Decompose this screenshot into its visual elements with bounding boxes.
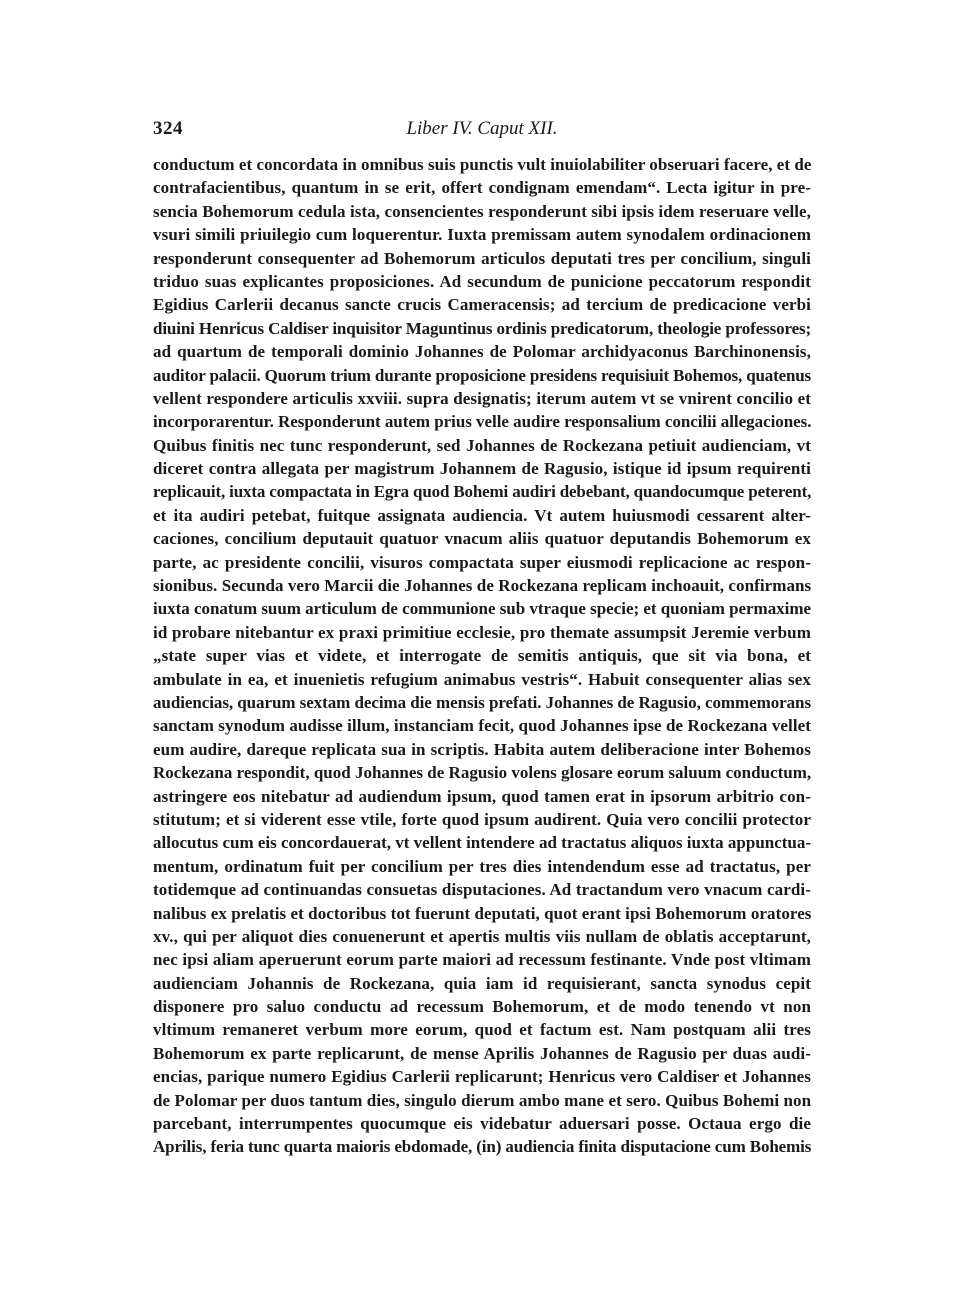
- text-line: audiencias, quarum sextam decima die mensis prefati. Johannes de Ragusio, commemorans: [153, 692, 811, 712]
- text-line: parcebant, interrumpentes quocumque eis videbatur aduersari posse. Octaua ergo die: [153, 1114, 811, 1134]
- text-line: xv., qui per aliquot dies conuenerunt et apertis multis viis nullam de oblatis acceptarunt,: [153, 926, 811, 946]
- running-title: Liber IV. Caput XII.: [406, 118, 558, 139]
- text-line: contrafacientibus, quantum in se erit, offert condignam emendam“. Lecta igitur in pre-: [153, 178, 811, 198]
- text-line: Egidius Carlerii decanus sancte crucis Cameracensis; ad tercium de predicacione verbi: [153, 295, 811, 315]
- text-line: diuini Henricus Caldiser inquisitor Maguntinus ordinis predicatorum, theologie professores;: [153, 318, 811, 338]
- text-line: vsuri simili priuilegio cum loquerentur. Iuxta premissam autem synodalem ordinacionem: [153, 225, 811, 245]
- text-line: astringere eos nitebatur ad audiendum ipsum, quod tamen erat in ipsorum arbitrio con-: [153, 786, 811, 806]
- text-line: disponere pro saluo conductu ad recessum Bohemorum, et de modo tenendo vt non: [153, 997, 811, 1017]
- text-line: Quibus finitis nec tunc responderunt, sed Johannes de Rockezana petiuit audienciam, vt: [153, 435, 811, 455]
- text-line: conductum et concordata in omnibus suis punctis vult inuiolabiliter obseruari facere, et de: [153, 155, 812, 174]
- text-line: ad quartum de temporali dominio Johannes de Polomar archidyaconus Barchinonensis,: [153, 342, 811, 362]
- text-line: iuxta conatum suum articulum de communione sub vtraque specie; et quoniam permaxime: [153, 599, 812, 619]
- text-line: sanctam synodum audisse illum, instanciam fecit, quod Johannes ipse de Rockezana vellet: [153, 716, 811, 736]
- text-line: incorporarentur. Responderunt autem prius velle audire responsalium concilii allegaciones.: [153, 412, 812, 432]
- text-line: auditor palacii. Quorum trium durante proposicione presidens requisiuit Bohemos, quatenus: [153, 365, 811, 385]
- text-line: replicauit, iuxta compactata in Egra quod Bohemi audiri debebant, quandocumque peterent,: [153, 482, 812, 502]
- body-text: [153, 153, 811, 1182]
- text-line: nec ipsi aliam aperuerunt eorum parte maiori ad recessum festinante. Vnde post vltimam: [153, 950, 811, 970]
- text-line: sencia Bohemorum cedula ista, consencientes responderunt sibi ipsis idem reseruare velle,: [153, 201, 811, 221]
- text-line: [153, 1159, 811, 1182]
- text-line: eum audire, dareque replicata sua in scriptis. Habita autem deliberacione inter Bohemos: [153, 739, 811, 759]
- text-line: sionibus. Secunda vero Marcii die Johannes de Rockezana replicam inchoauit, confirmans: [153, 576, 812, 596]
- text-line: Bohemorum ex parte replicarunt, de mense Aprilis Johannes de Ragusio per duas audi-: [153, 1043, 811, 1063]
- text-line: vellent respondere articulis xxviii. supra designatis; iterum autem vt se vnirent concilio et: [153, 388, 811, 408]
- text-line: Rockezana respondit, quod Johannes de Ragusio volens glosare eorum saluum conductum,: [153, 763, 812, 783]
- text-line: stitutum; et si viderent esse vtile, forte quod ipsum audirent. Quia vero concilii protector: [153, 809, 811, 829]
- text-line: audienciam Johannis de Rockezana, quia iam id requisierant, sancta synodus cepit: [153, 973, 811, 993]
- text-line: et ita audiri petebat, fuitque assignata audiencia. Vt autem huiusmodi cessarent alter-: [153, 505, 811, 525]
- text-line: allocutus cum eis concordauerat, vt vellent intendere ad tractatus aliquos iuxta appunctua-: [153, 833, 812, 853]
- text-line: encias, parique numero Egidius Carlerii replicarunt; Henricus vero Caldiser et Johannes: [153, 1067, 811, 1087]
- text-line: totidemque ad continuandas consuetas disputaciones. Ad tractandum vero vnacum cardi-: [153, 880, 811, 900]
- text-line: de Polomar per duos tantum dies, singulo dierum ambo mane et sero. Quibus Bohemi non: [153, 1090, 812, 1110]
- text-line: responderunt consequenter ad Bohemorum articulos deputati tres per concilium, singuli: [153, 248, 811, 268]
- text-line: mentum, ordinatum fuit per concilium per tres dies intendendum esse ad tractatus, per: [153, 856, 811, 876]
- text-line: vltimum remaneret verbum more eorum, quod et factum est. Nam postquam alii tres: [153, 1020, 811, 1040]
- text-line: triduo suas explicantes proposiciones. Ad secundum de punicione peccatorum respondit: [153, 271, 811, 291]
- text-line: parte, ac presidente concilii, visuros compactata super eiusmodi replicacione ac respon-: [153, 552, 811, 572]
- text-line: nalibus ex prelatis et doctoribus tot fuerunt deputati, quot erant ipsi Bohemorum oratores: [153, 903, 812, 923]
- text-line: ambulate in ea, et inuenietis refugium animabus vestris“. Habuit consequenter alias sex: [153, 669, 811, 689]
- text-line: „state super vias et videte, et interrogate de semitis antiquis, que sit via bona, et: [153, 646, 811, 666]
- text-line: caciones, concilium deputauit quatuor vnacum aliis quatuor deputandis Bohemorum ex: [153, 529, 811, 549]
- text-line: diceret contra allegata per magistrum Johannem de Ragusio, istique id ipsum requirenti: [153, 459, 811, 479]
- text-line: id probare nitebantur ex praxi primitiue ecclesie, pro themate assumpsit Jeremie verbum: [153, 622, 811, 642]
- page-number: 324: [153, 118, 183, 139]
- text-line: Aprilis, feria tunc quarta maioris ebdomade, (in) audiencia finita disputacione cum Bohemis: [153, 1137, 812, 1157]
- running-head: [153, 118, 811, 144]
